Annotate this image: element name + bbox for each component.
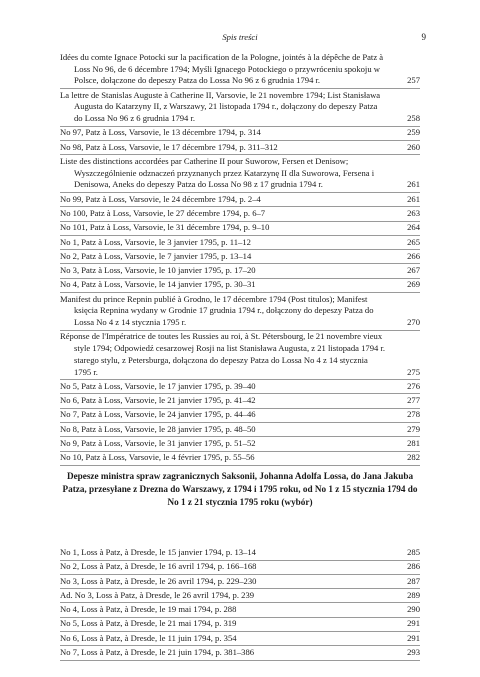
toc-entry-title: No 99, Patz à Loss, Varsovie, le 24 décembre 1794, p. 2–4: [60, 193, 261, 204]
toc-entry-title: No 7, Loss à Patz, à Dresde, le 21 juin 1794, p. 381–386: [60, 647, 255, 658]
toc-entry-title: No 2, Patz à Loss, Varsovie, le 7 janvier 1795, p. 13–14: [60, 250, 252, 261]
toc-entry-page: 263: [407, 208, 420, 218]
toc-entry-page: 270: [407, 317, 420, 328]
toc-entry-page: 257: [407, 75, 420, 86]
toc-entry-title: No 7, Patz à Loss, Varsovie, le 24 janvier 1795, p. 44–46: [60, 409, 256, 420]
toc-entry: [60, 561, 420, 573]
toc-entry-title: La lettre de Stanislas Auguste à Catherine II, Varsovie, le 21 novembre 1794; List Stanisława Augusta do Katarzyny II, z Warszawy, 21 listopada 1794 r., dołączony do depeszy Patza do Lossa No 96 z 6 grudnia 1794 r.: [60, 89, 381, 124]
toc-entry-title: No 101, Patz à Loss, Varsovie, le 31 décembre 1794, p. 9–10: [60, 222, 270, 233]
toc-entry-title: No 2, Loss à Patz, à Dresde, le 16 avril 1794, p. 166–168: [60, 561, 257, 572]
toc-entry-page: 260: [407, 141, 420, 152]
toc-entry: [60, 251, 420, 263]
toc-entry-title: No 5, Patz à Loss, Varsovie, le 17 janvier 1795, p. 39–40: [60, 380, 256, 391]
toc-entry-title: No 9, Patz à Loss, Varsovie, le 31 janvier 1795, p. 51–52: [60, 438, 256, 449]
toc-entry-page: 291: [407, 632, 420, 643]
toc-entry-page: 259: [407, 127, 420, 138]
toc-entry-title: No 98, Patz à Loss, Varsovie, le 17 décembre 1794, p. 311–312: [60, 141, 278, 152]
toc-entry-page: 266: [407, 250, 420, 261]
toc-entry-page: 277: [407, 395, 420, 406]
toc-entry-title: No 4, Patz à Loss, Varsovie, le 14 janvier 1795, p. 30–31: [60, 279, 256, 290]
toc-entry: [60, 265, 420, 277]
toc-entry: [60, 590, 420, 602]
toc-entry: [60, 395, 420, 407]
toc-entry-title: No 3, Loss à Patz, à Dresde, le 26 avril 1794, p. 229–230: [60, 575, 257, 586]
toc-entry-title: Manifest du prince Repnin publié à Grodno, le 17 décembre 1794 (Post titulos); Manifest księcia Repnina wydany w Grodnie 17 grudnia 1794 r., dołączony do depeszy Patza do Lossa No 4 z 14 stycznia 1795 r.: [60, 293, 374, 328]
toc-entry: [60, 618, 420, 630]
toc-entry-title: No 97, Patz à Loss, Varsovie, le 13 décembre 1794, p. 314: [60, 127, 261, 138]
toc-entry-page: 261: [407, 193, 420, 204]
running-head: Spis treści: [222, 32, 258, 42]
toc-entry: [60, 424, 420, 436]
toc-list-loss-to-patz: [60, 547, 420, 661]
toc-entry: [60, 409, 420, 421]
toc-entry-page: 285: [407, 547, 420, 557]
divider: [60, 660, 420, 661]
toc-entry-title: No 1, Loss à Patz, à Dresde, le 15 janvier 1794, p. 13–14: [60, 547, 256, 557]
toc-entry: [60, 604, 420, 616]
toc-entry-title: No 3, Patz à Loss, Varsovie, le 10 janvier 1795, p. 17–20: [60, 265, 256, 276]
toc-entry-title: Idées du comte Ignace Potocki sur la pacification de la Pologne, jointés à la dépêche de Patz à Loss No 96, de 6 décembre 1794; Myśli Ignacego Potockiego o przywróceniu spokoju w Polsce, dołączone do depeszy Patza do Lossa No 96 z 6 grudnia 1794 r.: [60, 52, 384, 86]
toc-entry-title: No 5, Loss à Patz, à Dresde, le 21 mai 1794, p. 319: [60, 618, 237, 629]
toc-entry: [60, 576, 420, 588]
toc-entry-title: Ad. No 3, Loss à Patz, à Dresde, le 26 avril 1794, p. 239: [60, 589, 255, 600]
toc-entry-page: 267: [407, 265, 420, 276]
toc-entry: [60, 208, 420, 220]
divider: [60, 465, 420, 466]
toc-entry: [60, 90, 420, 125]
toc-entry-page: 287: [407, 575, 420, 586]
toc-entry-title: Réponse de l'Impératrice de toutes les Russies au roi, à St. Pétersbourg, le 21 novembre vieux style 1794; Odpowiedź cesarzowej Rosji na list Stanisława Augusta, z 21 listopada 1794 r. starego stylu, z Petersburga, dołączona do depeszy Patza do Lossa No 4 z 14 stycznia 1795 r.: [60, 331, 385, 377]
toc-entry: [60, 331, 420, 378]
toc-entry: [60, 156, 420, 191]
toc-entry-page: 275: [407, 366, 420, 377]
toc-entry-page: 269: [407, 279, 420, 290]
toc-entry: [60, 381, 420, 393]
toc-entry: [60, 633, 420, 645]
toc-entry-page: 282: [407, 452, 420, 463]
toc-entry: [60, 294, 420, 329]
toc-entry-title: No 100, Patz à Loss, Varsovie, le 27 décembre 1794, p. 6–7: [60, 208, 266, 218]
toc-entry-page: 291: [407, 618, 420, 629]
toc-list-patz-to-loss: [60, 52, 420, 467]
toc-entry-page: 258: [407, 113, 420, 124]
toc-entry-title: No 1, Patz à Loss, Varsovie, le 3 janvier 1795, p. 11–12: [60, 236, 251, 247]
toc-entry: [60, 127, 420, 139]
toc-entry: [60, 438, 420, 450]
section-heading: Depesze ministra spraw zagranicznych Saksonii, Johanna Adolfa Lossa, do Jana Jakuba Patza, przesyłane z Drezna do Warszawy, z 1794 i 1795 roku, od No 1 z 15 stycznia 1794 do No 1 z 21 stycznia 1795 roku (wybór): [62, 471, 418, 507]
toc-entry-page: 276: [407, 380, 420, 391]
toc-entry: [60, 237, 420, 249]
toc-entry-page: 281: [407, 438, 420, 449]
toc-entry: [60, 142, 420, 154]
toc-entry-title: No 10, Patz à Loss, Varsovie, le 4 février 1795, p. 55–56: [60, 452, 255, 463]
toc-entry-page: 279: [407, 423, 420, 434]
toc-entry: [60, 222, 420, 234]
toc-entry: [60, 452, 420, 464]
toc-entry: [60, 647, 420, 659]
toc-entry-title: Liste des distinctions accordées par Catherine II pour Suworow, Fersen et Denisow; Wyszczególnienie odznaczeń przyznanych przez Katarzynę II dla Suworowa, Fersena i Denisowa, Aneks do depeszy Patza do Lossa No 98 z 17 grudnia 1794 r.: [60, 156, 375, 190]
page-number: 9: [421, 32, 426, 42]
toc-entry: [60, 547, 420, 559]
toc-entry: [60, 194, 420, 206]
toc-entry-page: 290: [407, 604, 420, 615]
toc-entry-page: 261: [407, 179, 420, 190]
toc-entry-title: No 4, Loss à Patz, à Dresde, le 19 mai 1794, p. 288: [60, 604, 237, 615]
toc-entry-page: 293: [407, 647, 420, 658]
toc-entry-title: No 8, Patz à Loss, Varsovie, le 28 janvier 1795, p. 48–50: [60, 423, 256, 434]
toc-entry-page: 265: [407, 236, 420, 247]
toc-entry: [60, 52, 420, 87]
toc-entry: [60, 279, 420, 291]
toc-entry-title: No 6, Patz à Loss, Varsovie, le 21 janvier 1795, p. 41–42: [60, 395, 256, 406]
toc-entry-page: 289: [407, 589, 420, 600]
toc-entry-page: 278: [407, 409, 420, 420]
toc-entry-title: No 6, Loss à Patz, à Dresde, le 11 juin 1794, p. 354: [60, 632, 237, 643]
toc-entry-page: 286: [407, 561, 420, 572]
toc-entry-page: 264: [407, 222, 420, 233]
